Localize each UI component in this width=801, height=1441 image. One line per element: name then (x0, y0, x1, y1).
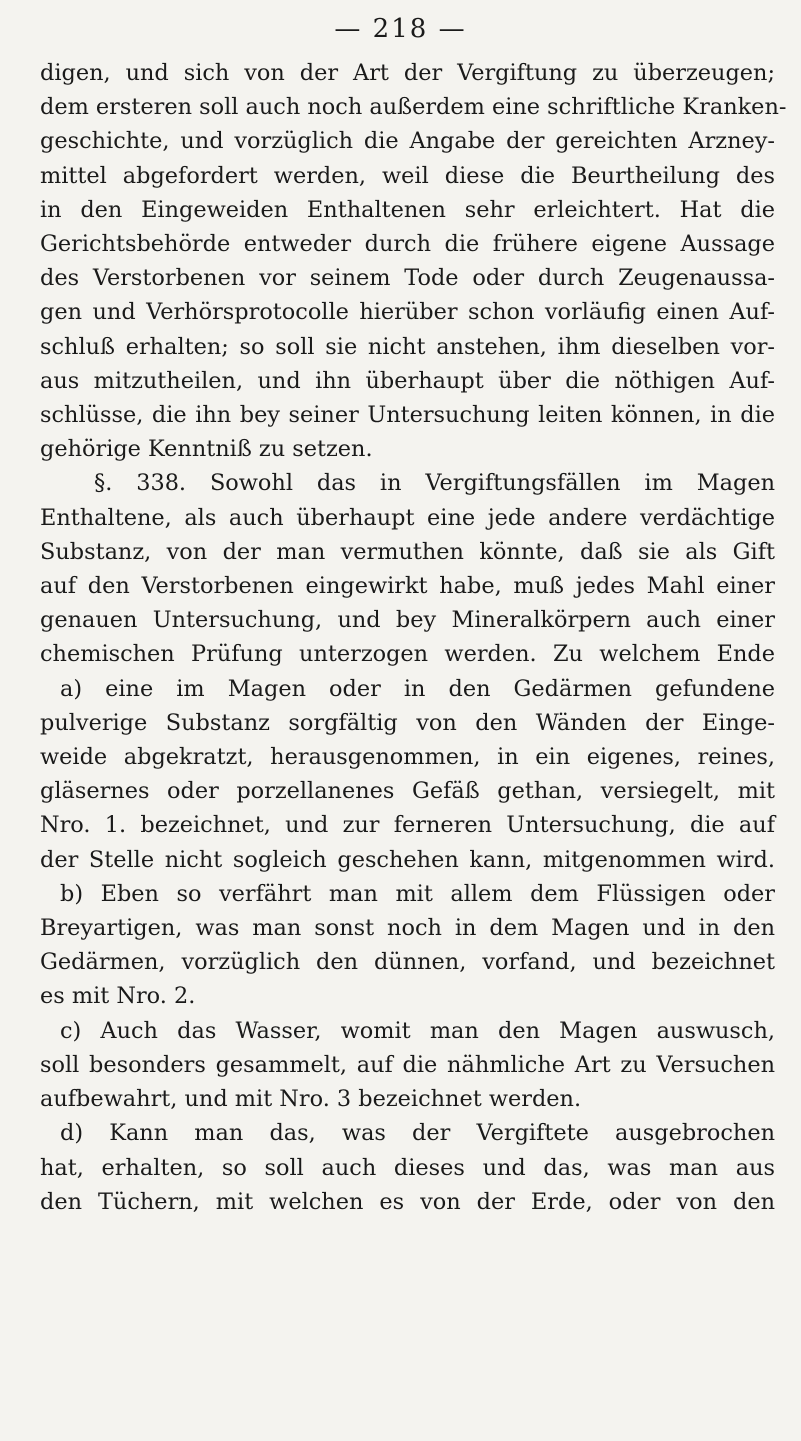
list-item-b: b) Eben so verfährt man mit allem dem Flüssigen oder (60, 880, 775, 907)
text-line: hat, erhalten, so soll auch dieses und das, was man aus (40, 1154, 775, 1181)
section-heading-line: §. 338. Sowohl das in Vergiftungsfällen im Magen (94, 470, 775, 497)
text-line: Breyartigen, was man sonst noch in dem Magen und in den (40, 915, 775, 942)
text-line: es mit Nro. 2. (40, 983, 196, 1010)
text-line: Gedärmen, vorzüglich den dünnen, vorfand, und bezeichnet (40, 949, 775, 976)
text-line: pulverige Substanz sorgfältig von den Wänden der Einge- (40, 709, 775, 736)
text-line: Nro. 1. bezeichnet, und zur ferneren Untersuchung, die auf (40, 812, 775, 839)
text-line: gehörige Kenntniß zu setzen. (40, 436, 373, 463)
text-line: chemischen Prüfung unterzogen werden. Zu welchem Ende (40, 641, 775, 668)
page-number: — 218 — (334, 14, 467, 44)
text-line: den Tüchern, mit welchen es von der Erde, oder von den (40, 1188, 775, 1215)
list-item-d: d) Kann man das, was der Vergiftete ausgebrochen (60, 1120, 775, 1147)
text-line: des Verstorbenen vor seinem Tode oder durch Zeugenaussa- (40, 265, 775, 292)
text-line: gläsernes oder porzellanenes Gefäß gethan, versiegelt, mit (40, 778, 775, 805)
text-line: Enthaltene, als auch überhaupt eine jede andere verdächtige (40, 504, 775, 531)
text-line: genauen Untersuchung, und bey Mineralkörpern auch einer (40, 607, 775, 634)
list-item-a: a) eine im Magen oder in den Gedärmen gefundene (60, 675, 775, 702)
text-line: Substanz, von der man vermuthen könnte, daß sie als Gift (40, 538, 775, 565)
text-line: Gerichtsbehörde entweder durch die frühere eigene Aussage (40, 231, 775, 258)
list-item-c: c) Auch das Wasser, womit man den Magen auswusch, (60, 1017, 775, 1044)
page-body-text (40, 56, 787, 1219)
text-line: aus mitzutheilen, und ihn überhaupt über die nöthigen Auf- (40, 367, 775, 394)
text-line: schlüsse, die ihn bey seiner Untersuchung leiten können, in die (40, 402, 775, 429)
text-line: soll besonders gesammelt, auf die nähmliche Art zu Versuchen (40, 1051, 775, 1078)
text-line: schluß erhalten; so soll sie nicht anstehen, ihm dieselben vor- (40, 333, 775, 360)
text-line: weide abgekratzt, herausgenommen, in ein eigenes, reines, (40, 744, 775, 771)
text-line: digen, und sich von der Art der Vergiftung zu überzeugen; (40, 60, 775, 86)
text-line: in den Eingeweiden Enthaltenen sehr erleichtert. Hat die (40, 196, 775, 223)
text-line: gen und Verhörsprotocolle hierüber schon vorläufig einen Auf- (40, 299, 775, 326)
text-line: der Stelle nicht sogleich geschehen kann, mitgenommen wird. (40, 846, 775, 873)
text-line: geschichte, und vorzüglich die Angabe der gereichten Arzney- (40, 128, 775, 155)
text-line: mittel abgefordert werden, weil diese die Beurtheilung des (40, 162, 775, 189)
text-line: aufbewahrt, und mit Nro. 3 bezeichnet werden. (40, 1086, 582, 1113)
text-line: dem ersteren soll auch noch außerdem eine schriftliche Kranken- (40, 94, 787, 121)
text-line: auf den Verstorbenen eingewirkt habe, muß jedes Mahl einer (40, 573, 775, 600)
